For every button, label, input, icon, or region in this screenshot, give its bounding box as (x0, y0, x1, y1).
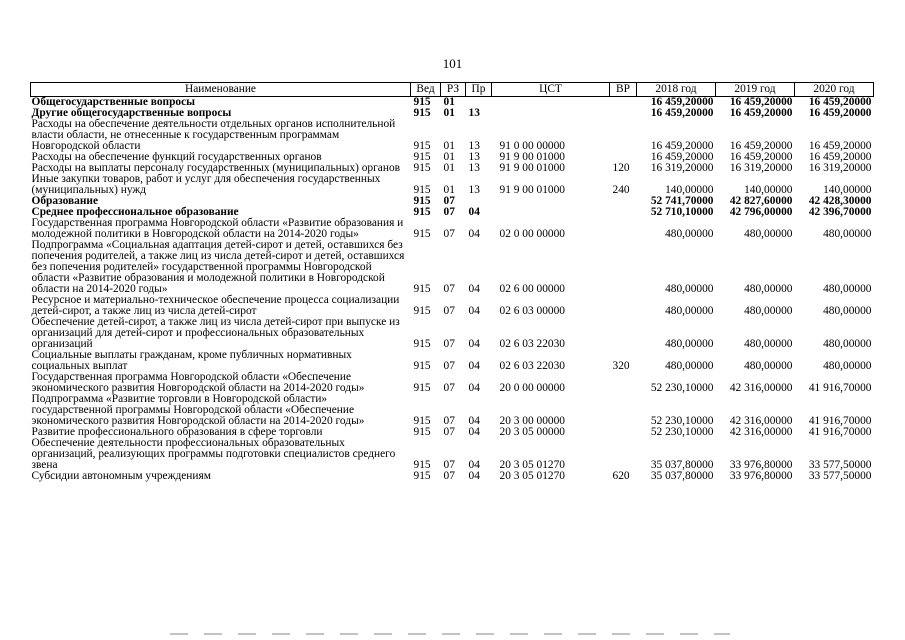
cell-cst (492, 108, 610, 119)
cell-rz: 01 (443, 107, 455, 119)
cell-rz: 01 (443, 96, 455, 108)
cell-cst (492, 97, 610, 109)
cell-pr: 04 (468, 382, 480, 394)
cell-cst: 02 6 03 22030 (499, 338, 565, 350)
cell-y2018: 16 459,20000 (650, 151, 714, 163)
cell-y2018: 16 459,20000 (650, 107, 714, 119)
cell-ved: 915 (413, 140, 431, 152)
cell-name: Обеспечение детей-сирот, а также лиц из числа детей-сирот при выпуске из организаций для детей-сирот и профессиональных образовательных организаций (31, 316, 400, 350)
cell-vr (610, 427, 637, 438)
header-2018: 2018 год (637, 83, 716, 97)
cell-rz: 07 (443, 470, 455, 482)
cell-vr (610, 394, 637, 427)
cell-rz: 07 (443, 228, 455, 240)
header-2019: 2019 год (716, 83, 795, 97)
cell-name: Общегосударственные вопросы (31, 96, 196, 108)
header-2020: 2020 год (795, 83, 874, 97)
cell-y2018: 35 037,80000 (650, 459, 714, 471)
cell-y2020: 480,00000 (823, 338, 872, 350)
cell-pr: 13 (468, 151, 480, 163)
cell-ved: 915 (413, 184, 431, 196)
cell-ved: 915 (413, 162, 431, 174)
cell-vr: 320 (612, 360, 630, 372)
cell-cst: 91 9 00 01000 (499, 184, 565, 196)
cell-y2018: 480,00000 (665, 283, 714, 295)
scan-artifact (170, 633, 730, 635)
cell-vr (610, 218, 637, 240)
table-row (31, 218, 874, 240)
table-header (31, 83, 874, 97)
cell-y2019: 140,00000 (744, 184, 793, 196)
cell-y2019: 480,00000 (744, 283, 793, 295)
cell-cst: 91 9 00 01000 (499, 151, 565, 163)
cell-y2020: 480,00000 (823, 228, 872, 240)
cell-cst: 91 9 00 01000 (499, 162, 565, 174)
cell-ved: 915 (413, 426, 431, 438)
cell-y2019: 16 459,20000 (729, 96, 793, 108)
cell-y2020: 16 459,20000 (808, 151, 872, 163)
cell-ved: 915 (413, 151, 431, 163)
cell-cst: 20 3 05 01270 (499, 459, 565, 471)
cell-name: Ресурсное и материально-техническое обеспечение процесса социализации детей-сирот, а также лиц из числа детей-сирот (31, 294, 400, 317)
cell-y2018: 52 741,70000 (650, 195, 714, 207)
cell-y2019: 16 319,20000 (729, 162, 793, 174)
cell-y2020: 480,00000 (823, 283, 872, 295)
cell-cst: 02 6 03 00000 (499, 305, 565, 317)
table-row (31, 372, 874, 394)
header-pr: Пр (466, 83, 492, 97)
cell-y2019: 16 459,20000 (729, 140, 793, 152)
cell-cst: 20 3 05 00000 (499, 426, 565, 438)
cell-ved: 915 (413, 360, 431, 372)
cell-name: Подпрограмма «Развитие торговли в Новгородской области» государственной программы Новгородской области «Обеспечение экономического развития Новгородской области на 2014-2020 годы» (31, 393, 365, 427)
cell-cst (492, 207, 610, 218)
cell-cst: 02 6 00 00000 (499, 283, 565, 295)
cell-name: Социальные выплаты гражданам, кроме публичных нормативных социальных выплат (31, 349, 352, 372)
cell-vr (610, 196, 637, 207)
cell-y2020: 42 396,70000 (808, 206, 872, 218)
cell-ved: 915 (413, 228, 431, 240)
cell-rz: 01 (443, 151, 455, 163)
cell-cst (492, 196, 610, 207)
cell-y2020: 33 577,50000 (808, 470, 872, 482)
cell-pr: 04 (468, 228, 480, 240)
cell-pr: 04 (468, 338, 480, 350)
cell-name: Другие общегосударственные вопросы (31, 107, 232, 119)
cell-y2018: 140,00000 (665, 184, 714, 196)
cell-rz: 07 (443, 206, 455, 218)
cell-pr: 04 (468, 470, 480, 482)
cell-rz: 07 (443, 426, 455, 438)
cell-y2020: 480,00000 (823, 360, 872, 372)
cell-y2020: 140,00000 (823, 184, 872, 196)
cell-y2020: 33 577,50000 (808, 459, 872, 471)
cell-y2018: 52 230,10000 (650, 415, 714, 427)
cell-ved: 915 (413, 470, 431, 482)
cell-rz: 07 (443, 459, 455, 471)
cell-cst: 02 0 00 00000 (499, 228, 565, 240)
cell-name: Субсидии автономным учреждениям (31, 470, 211, 482)
budget-table (30, 82, 874, 482)
cell-ved: 915 (413, 283, 431, 295)
cell-name: Иные закупки товаров, работ и услуг для обеспечения государственных (муниципальных) нужд (31, 173, 381, 196)
cell-vr (610, 97, 637, 109)
cell-y2018: 52 710,10000 (650, 206, 714, 218)
cell-name: Государственная программа Новгородской области «Развитие образования и молодежной политики в Новгородской области на 2014-2020 годы» (31, 217, 404, 240)
cell-y2019: 480,00000 (744, 228, 793, 240)
table-row (31, 174, 874, 196)
cell-vr: 120 (612, 162, 630, 174)
cell-rz: 07 (443, 195, 455, 207)
cell-y2018: 16 319,20000 (650, 162, 714, 174)
cell-vr (610, 295, 637, 317)
cell-cst: 20 0 00 00000 (499, 382, 565, 394)
cell-ved: 915 (413, 96, 431, 108)
table-row (31, 438, 874, 471)
cell-name: Расходы на обеспечение деятельности отдельных органов исполнительной власти области, не отнесенные к государственным программам Новгородской области (31, 118, 396, 152)
cell-rz: 01 (443, 162, 455, 174)
cell-vr (610, 108, 637, 119)
cell-y2018: 35 037,80000 (650, 470, 714, 482)
cell-y2019: 42 827,60000 (729, 195, 793, 207)
cell-vr (610, 119, 637, 152)
cell-y2019: 33 976,80000 (729, 459, 793, 471)
cell-cst: 20 3 05 01270 (499, 470, 565, 482)
cell-cst: 02 6 03 22030 (499, 360, 565, 372)
table-row (31, 394, 874, 427)
table-row (31, 240, 874, 295)
cell-y2018: 480,00000 (665, 360, 714, 372)
cell-rz: 07 (443, 382, 455, 394)
table-row (31, 471, 874, 482)
cell-y2020: 16 459,20000 (808, 107, 872, 119)
cell-y2020: 41 916,70000 (808, 382, 872, 394)
table-row (31, 317, 874, 350)
cell-y2018: 16 459,20000 (650, 140, 714, 152)
cell-y2019: 42 316,00000 (729, 426, 793, 438)
cell-ved: 915 (413, 382, 431, 394)
table-row (31, 295, 874, 317)
cell-y2019: 16 459,20000 (729, 107, 793, 119)
cell-pr: 04 (468, 305, 480, 317)
header-cst: ЦСТ (492, 83, 610, 97)
header-vr: ВР (610, 83, 637, 97)
cell-ved: 915 (413, 415, 431, 427)
cell-pr: 13 (468, 184, 480, 196)
cell-vr: 620 (612, 470, 630, 482)
cell-y2019: 480,00000 (744, 338, 793, 350)
cell-y2018: 16 459,20000 (650, 96, 714, 108)
cell-y2018: 480,00000 (665, 228, 714, 240)
cell-pr: 13 (468, 140, 480, 152)
cell-vr (610, 317, 637, 350)
cell-y2019: 42 316,00000 (729, 382, 793, 394)
cell-vr (610, 207, 637, 218)
cell-pr: 04 (468, 415, 480, 427)
cell-name: Государственная программа Новгородской области «Обеспечение экономического развития Новгородской области на 2014-2020 годы» (31, 371, 365, 394)
cell-ved: 915 (413, 459, 431, 471)
cell-y2019: 42 316,00000 (729, 415, 793, 427)
cell-pr: 04 (468, 426, 480, 438)
cell-name: Среднее профессиональное образование (31, 206, 239, 218)
cell-y2018: 52 230,10000 (650, 382, 714, 394)
cell-y2018: 480,00000 (665, 305, 714, 317)
table-row (31, 119, 874, 152)
cell-y2020: 42 428,30000 (808, 195, 872, 207)
cell-y2018: 52 230,10000 (650, 426, 714, 438)
cell-y2019: 42 796,00000 (729, 206, 793, 218)
cell-name: Образование (31, 195, 99, 207)
cell-vr (610, 240, 637, 295)
cell-pr: 04 (468, 459, 480, 471)
cell-pr: 04 (468, 360, 480, 372)
table-row (31, 350, 874, 372)
cell-name: Расходы на обеспечение функций государственных органов (31, 151, 322, 163)
cell-name: Обеспечение деятельности профессиональных образовательных организаций, реализующих программы подготовки специалистов среднего звена (31, 437, 396, 471)
cell-y2018: 480,00000 (665, 338, 714, 350)
cell-rz: 01 (443, 140, 455, 152)
cell-pr: 04 (468, 206, 480, 218)
cell-ved: 915 (413, 338, 431, 350)
header-ved: Вед (411, 83, 441, 97)
cell-y2020: 41 916,70000 (808, 426, 872, 438)
cell-vr: 240 (612, 184, 630, 196)
header-name: Наименование (31, 83, 411, 97)
cell-ved: 915 (413, 107, 431, 119)
table-body (31, 97, 874, 483)
cell-y2020: 480,00000 (823, 305, 872, 317)
cell-y2020: 16 319,20000 (808, 162, 872, 174)
cell-rz: 07 (443, 305, 455, 317)
cell-y2019: 480,00000 (744, 305, 793, 317)
cell-y2019: 480,00000 (744, 360, 793, 372)
cell-y2019: 16 459,20000 (729, 151, 793, 163)
cell-rz: 07 (443, 360, 455, 372)
cell-ved: 915 (413, 305, 431, 317)
cell-cst: 91 0 00 00000 (499, 140, 565, 152)
cell-rz: 07 (443, 415, 455, 427)
cell-rz: 01 (443, 184, 455, 196)
cell-cst: 20 3 00 00000 (499, 415, 565, 427)
header-rz: РЗ (441, 83, 466, 97)
cell-rz: 07 (443, 283, 455, 295)
cell-vr (610, 372, 637, 394)
cell-name: Развитие профессионального образования в сфере торговли (31, 426, 323, 438)
cell-rz: 07 (443, 338, 455, 350)
cell-ved: 915 (413, 195, 431, 207)
cell-vr (610, 438, 637, 471)
cell-name: Подпрограмма «Социальная адаптация детей-сирот и детей, оставшихся без попечения родителей, а также лиц из числа детей-сирот и детей, оставшихся без попечения родителей» государственной программы Новгородской области «Развитие образования и молодежной политики в Новгородской области на 2014-2020 годы» (31, 239, 405, 295)
cell-pr: 13 (468, 107, 480, 119)
cell-y2020: 16 459,20000 (808, 140, 872, 152)
cell-y2019: 33 976,80000 (729, 470, 793, 482)
cell-name: Расходы на выплаты персоналу государственных (муниципальных) органов (31, 162, 401, 174)
cell-pr: 13 (468, 162, 480, 174)
page-number: 101 (442, 56, 463, 71)
cell-y2020: 16 459,20000 (808, 96, 872, 108)
cell-ved: 915 (413, 206, 431, 218)
cell-y2020: 41 916,70000 (808, 415, 872, 427)
cell-pr: 04 (468, 283, 480, 295)
